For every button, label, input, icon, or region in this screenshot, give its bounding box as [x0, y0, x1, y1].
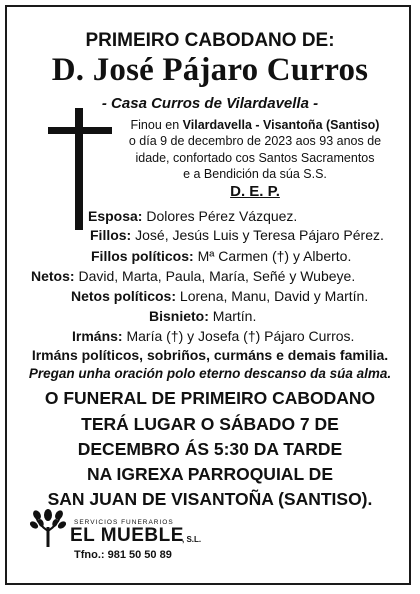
prayer-line: Pregan unha oración polo eterno descanso da súa alma. [28, 366, 392, 381]
family-row-netos: Netos: David, Marta, Paula, María, Señé y Wubeye. [31, 268, 356, 284]
funeral-line-3: DECEMBRO ÁS 5:30 DA TARDE [77, 439, 343, 459]
family-row-irmans: Irmáns: María (†) y Josefa (†) Pájaro Curros. [72, 328, 355, 344]
obituary-text [122, 117, 388, 183]
funeral-line-1: O FUNERAL DE PRIMEIRO CABODANO [44, 388, 376, 408]
funeral-line-5: SAN JUAN DE VISANTOÑA (SANTISO). [47, 489, 373, 509]
obituary-line-3: idade, confortado cos Santos Sacramentos [135, 150, 375, 165]
obituary-line-2: o día 9 de decembro de 2023 aos 93 anos de [128, 134, 382, 149]
family-row-bisnieto: Bisnieto: Martín. [149, 308, 257, 324]
funeral-line-4: NA IGREXA PARROQUIAL DE [87, 464, 333, 484]
house-name: - Casa Curros de Vilardavella - [101, 95, 319, 112]
family-row-fillos-politicos: Fillos políticos: Mª Carmen (†) y Alberto. [91, 248, 352, 264]
obituary-line-1: Finou en Vilardavella - Visantoña (Santiso) [130, 118, 380, 132]
logo-tagline: SERVICIOS FUNERARIOS [74, 519, 174, 526]
logo-phone: Tfno.: 981 50 50 89 [74, 549, 172, 561]
family-extra: Irmáns políticos, sobriños, curmáns e demais familia. [31, 347, 389, 363]
deceased-name: D. José Pájaro Curros [51, 52, 369, 88]
obituary-place: Vilardavella - Visantoña (Santiso) [182, 118, 380, 132]
logo-name: EL MUEBLE [70, 525, 184, 546]
family-row-esposa: Esposa: Dolores Pérez Vázquez. [88, 208, 298, 224]
funeral-line-2: TERÁ LUGAR O SÁBADO 7 DE [81, 414, 339, 434]
logo-suffix: , S.L. [182, 535, 202, 544]
tree-icon [30, 509, 66, 549]
obituary-line-4: e a Bendición da súa S.S. [183, 167, 327, 182]
dep-heading: D. E. P. [230, 183, 280, 200]
family-row-netos-politicos: Netos políticos: Lorena, Manu, David y Martín. [71, 288, 369, 304]
funeral-home-logo [26, 505, 226, 565]
family-row-fillos: Fillos: José, Jesús Luis y Teresa Pájaro Pérez. [90, 227, 384, 243]
header-title: PRIMEIRO CABODANO DE: [85, 30, 335, 51]
